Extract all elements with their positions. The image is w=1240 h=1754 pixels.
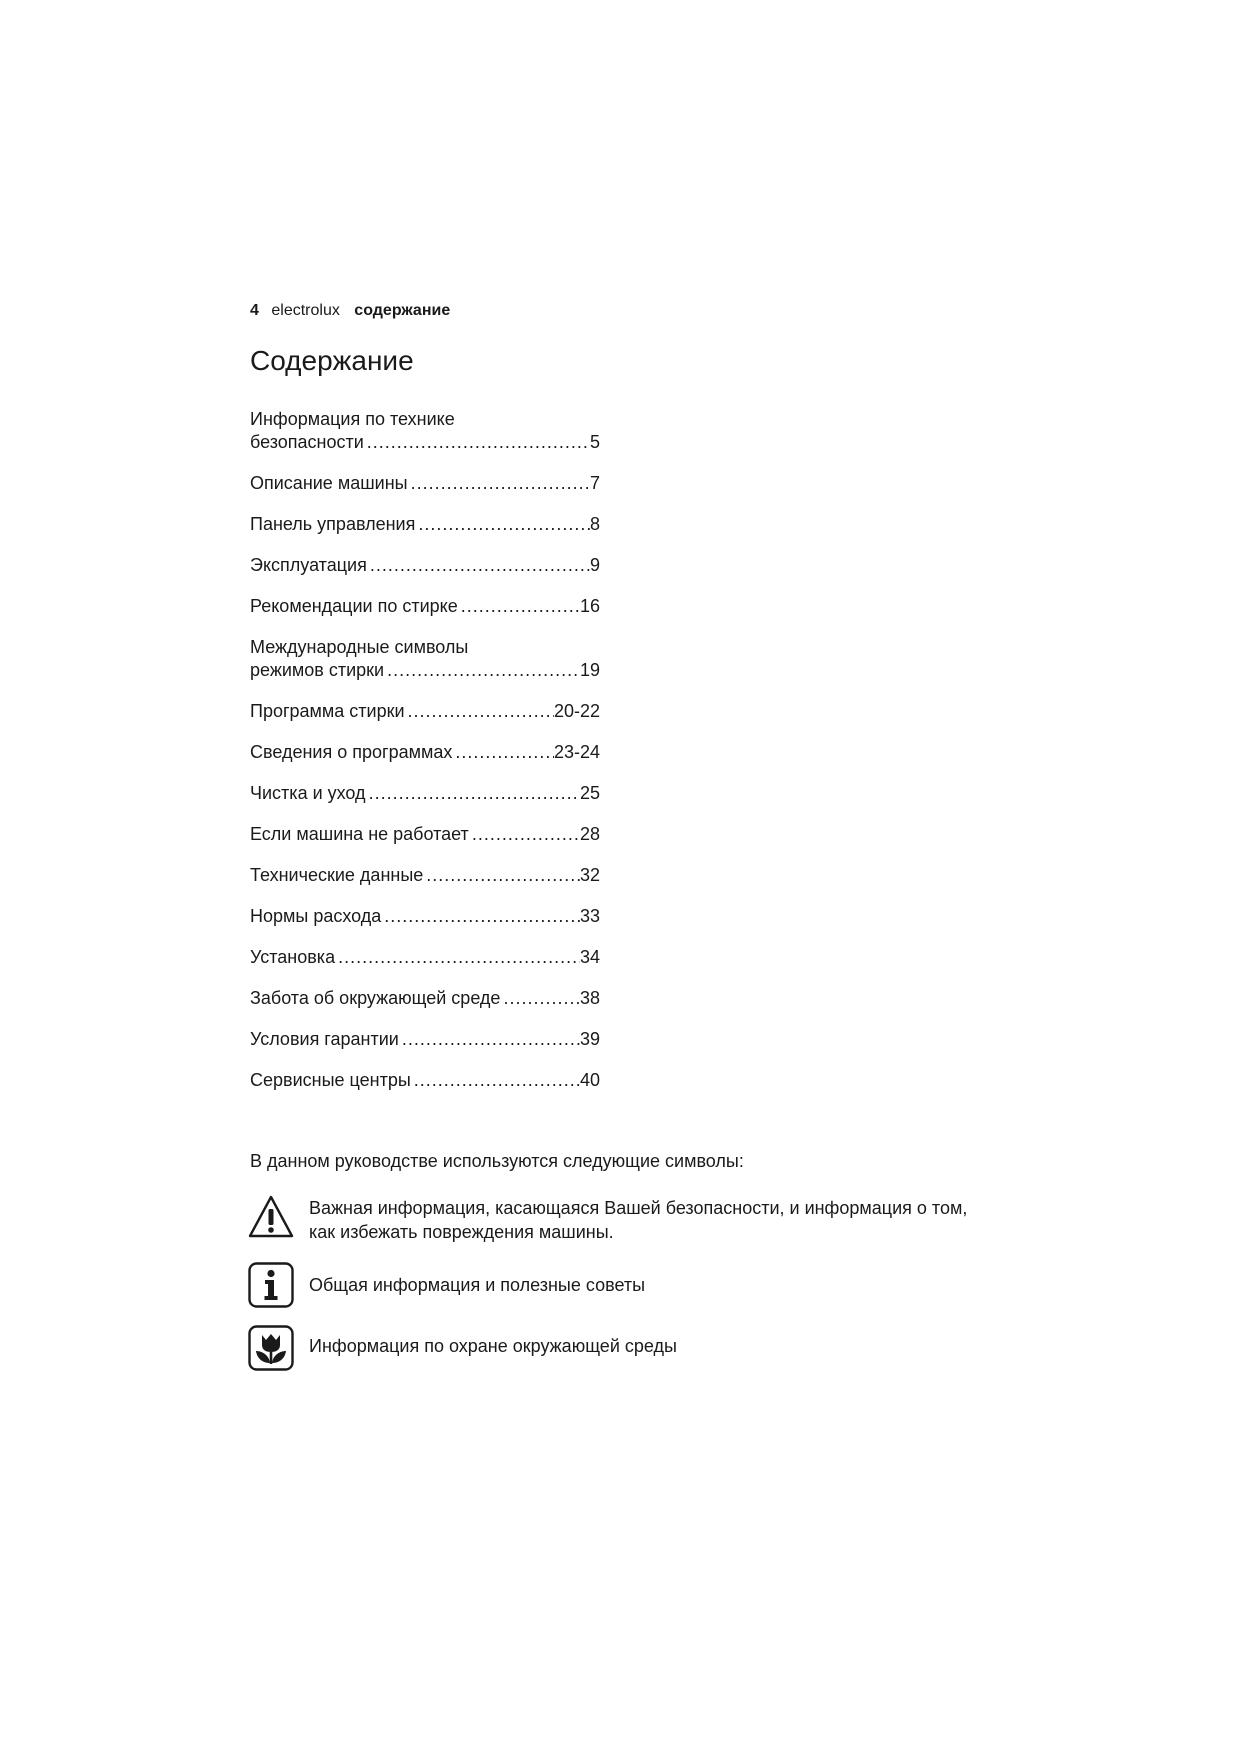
toc-entry-line [250,700,600,723]
warning-triangle-icon [248,1194,294,1240]
toc-entry-page: 32 [579,865,600,885]
toc-leader-dots [426,864,580,887]
toc-leader-dots [402,1028,580,1051]
legend-warning-line: Важная информация, касающаяся Вашей безопасности, и информация о том, [309,1198,968,1218]
toc-entry-line [250,987,600,1010]
toc-entry-label: Чистка и уход [250,783,366,803]
toc-leader-dots [384,905,580,928]
environment-flower-icon [248,1325,294,1371]
legend-intro: В данном руководстве используются следующие символы: [250,1151,744,1171]
toc-leader-dots [411,472,590,495]
toc-entry-page: 33 [579,906,600,926]
toc-entry-label: безопасности [250,432,364,452]
toc-leader-dots [408,700,554,723]
toc-entry [250,513,600,536]
toc-leader-dots [503,987,580,1010]
toc-entry-page: 38 [579,988,600,1008]
toc-entry-page: 25 [579,783,600,803]
toc-entry [250,554,600,577]
toc-entry-line [250,782,600,805]
toc-entry-label: Установка [250,947,336,967]
toc-entry-title-line: Международные символы [250,637,469,657]
toc-leader-dots [461,595,580,618]
toc-entry-line [250,513,600,536]
toc-leader-dots [414,1069,580,1092]
toc-entry [250,905,600,928]
toc-leader-dots [455,741,554,764]
toc-leader-dots [472,823,580,846]
toc-entry-label: Программа стирки [250,701,405,721]
toc-entry-page: 23-24 [553,742,600,762]
toc-entry-line [250,554,600,577]
table-of-contents [250,408,600,1110]
legend-warning-text [309,1196,989,1244]
toc-entry-label: Сервисные центры [250,1070,411,1090]
toc-entry [250,946,600,969]
brand-name: electrolux [271,302,340,319]
toc-leader-dots [418,513,590,536]
toc-leader-dots [338,946,580,969]
toc-entry [250,408,600,454]
toc-entry-label: Условия гарантии [250,1029,399,1049]
toc-entry-line [250,1028,600,1051]
toc-entry-page: 7 [589,473,600,493]
toc-entry-line [250,946,600,969]
toc-entry-page: 19 [579,660,600,680]
toc-entry-line [250,431,600,454]
running-head [250,302,450,320]
toc-entry-page: 5 [589,432,600,452]
toc-entry-line [250,741,600,764]
toc-entry-page: 8 [589,514,600,534]
toc-entry [250,1069,600,1092]
toc-entry-page: 40 [579,1070,600,1090]
toc-entry-label: Панель управления [250,514,416,534]
toc-entry [250,987,600,1010]
toc-entry-title-line: Информация по технике [250,409,455,429]
toc-entry [250,700,600,723]
toc-entry-line [250,595,600,618]
toc-entry [250,782,600,805]
legend-warning [248,1194,1037,1244]
toc-entry-page: 16 [579,596,600,616]
toc-entry-label: Если машина не работает [250,824,469,844]
toc-entry-line [250,905,600,928]
toc-entry [250,472,600,495]
toc-leader-dots [387,659,580,682]
toc-entry [250,823,600,846]
toc-entry [250,636,600,682]
toc-entry-label: Нормы расхода [250,906,382,926]
toc-entry-line [250,659,600,682]
toc-entry-line [250,823,600,846]
legend-info [248,1262,1037,1308]
toc-leader-dots [369,782,580,805]
section-name: содержание [354,302,451,319]
toc-entry-line [250,864,600,887]
toc-leader-dots [367,431,590,454]
info-icon [248,1262,294,1308]
toc-leader-dots [370,554,590,577]
toc-entry-page: 39 [579,1029,600,1049]
legend-environment-text: Информация по охране окружающей среды [309,1336,677,1356]
toc-entry-line [250,1069,600,1092]
toc-entry-page: 28 [579,824,600,844]
legend-warning-line: как избежать повреждения машины. [309,1222,614,1242]
toc-entry-line [250,472,600,495]
toc-entry-label: Технические данные [250,865,424,885]
toc-entry-page: 34 [579,947,600,967]
toc-entry-label: Забота об окружающей среде [250,988,501,1008]
toc-entry-label: режимов стирки [250,660,385,680]
toc-entry-label: Описание машины [250,473,408,493]
toc-entry-page: 20-22 [553,701,600,721]
toc-entry-label: Сведения о программах [250,742,453,762]
toc-entry-label: Эксплуатация [250,555,367,575]
toc-entry [250,864,600,887]
toc-entry [250,741,600,764]
page-number: 4 [250,302,259,319]
page-title: Содержание [250,345,414,376]
toc-entry [250,595,600,618]
legend-info-text: Общая информация и полезные советы [309,1275,646,1295]
toc-entry [250,1028,600,1051]
legend-environment [248,1325,1037,1371]
toc-entry-page: 9 [589,555,600,575]
toc-entry-label: Рекомендации по стирке [250,596,458,616]
